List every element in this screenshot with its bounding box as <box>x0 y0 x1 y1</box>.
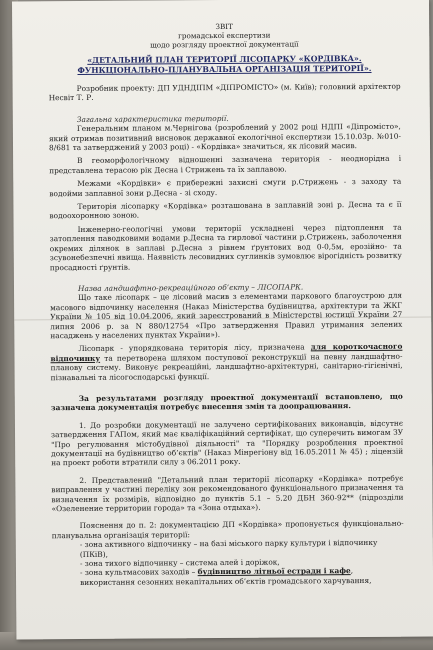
zone-list-item: - зона активного відпочинку – на базі міського парку культури і відпочинку (ПКіВ), <box>79 538 378 559</box>
zone-text-start: - зона культмасових заходів – <box>79 567 198 578</box>
results-heading: За результатами розгляду проектної документації встановлено, що зазначена документація потребує внесення змін та доопрацювання. <box>50 391 403 413</box>
purpose-text-start: Лісопарк - упорядкована територія лісу, призначена <box>78 342 311 354</box>
zone-emphasis: будівництво літньої естради і кафе <box>197 566 351 577</box>
zone-text-end: , використання сезонних некапітальних об’єктів громадського харчування, <box>80 566 372 587</box>
paragraph-forest-park-purpose <box>50 342 402 382</box>
project-title <box>48 54 400 76</box>
project-title-line-1: «ДЕТАЛЬНИЙ ПЛАН ТЕРИТОРІЇ ЛІСОПАРКУ «КОРДІВКА». <box>87 54 362 65</box>
finding-explanation: Пояснення до п. 2: документацією ДП «Кордівка» пропонується функціонально-планувальна організація території: <box>51 519 404 541</box>
paragraph-general-plan: Генеральним планом м.Чернігова (розроблений у 2002 році НДПІ «Діпромісто», який отримав позитивний висновок державної екологічної експертизи 15.10.03р. №010-8/681 та затверджений у 2003 році) - «Кордівка» значиться, як лісовий масив. <box>48 121 401 153</box>
report-subject: щодо розгляду проектної документації <box>150 39 299 50</box>
paragraph-boundaries: Межами «Кордівки» є прибережні захисні смуги р.Стрижень - з заходу та водойми заплавної зони р.Десна - зі сходу. <box>49 176 402 198</box>
finding-item-2: 2. Представлений "Детальний план території лісопарку «Кордівка» потребує виправлення у частині переліку зон рекомендованого функціонального призначення та визначення їх розмірів, відповідно до пунктів 5.1 – 5.20 ДБН 360-92** (підрозділи «Озеленение территории города» та «Зона отдыха»). <box>51 473 404 514</box>
paper-sheet <box>12 0 433 639</box>
paragraph-geology: Інженерно-геологічні умови території ускладнені через підтоплення та затоплення паводковими водами р.Десна та гирлової частини р.Стрижень, заболочення окремих ділянок в заплаві р.Десна з рівнем ґрунтових вод 0-0,5м, ерозійно- та зсувонебезпечні явища. Наявність лесовидних суглинків зумовлює вірогідність розвитку просадності ґрунтів. <box>49 222 402 272</box>
paragraph-geomorphology: В геоморфологічному відношенні зазначена територія - неоднорідна і представлена терасою рік Десна і Стрижень та їх заплавою. <box>49 154 402 176</box>
project-title-line-2: ФУНКЦІОНАЛЬНО-ПЛАНУВАЛЬНА ОРГАНІЗАЦІЯ ТЕРИТОРІЇ». <box>77 63 372 76</box>
paragraph-forest-park-definition: Що таке лісопарк – це лісовий масив з елементами паркового благоустрою для масового відпочинку населення (Наказ Міністерства будівництва, архітектури та ЖКГ України № 105 від 10.04.2006, який зареєстрований в Міністерстві юстиції України 27 липня 2006 р. за N 880/12754 «Про затвердження Правил утримання зелених насаджень у населених пунктах України»). <box>50 291 403 341</box>
paragraph-floodplain: Територія лісопарку «Кордівка» розташована в заплавній зоні р. Десна та є її водоохоронною зоною. <box>49 199 402 221</box>
zone-list-item: - зона тихого відпочинку – система алей і доріжок, <box>79 557 280 569</box>
document-body <box>48 21 404 588</box>
section-heading-landscape: Назва ландшафтно-рекреаційного об’єкту – ЛІСОПАРК. <box>77 282 304 293</box>
section-heading-general: Загальна характеристика території. <box>76 113 229 124</box>
developer-info: Розробник проекту: ДП УДНДІПМ «ДІПРОМІСТО» (м. Київ); головний архітектор Несвіт Т. Р. <box>48 81 401 103</box>
report-subheading: громадської експертизи <box>178 30 271 41</box>
report-heading: ЗВІТ <box>215 21 233 32</box>
purpose-emphasis: для короткочасного відпочинку <box>50 342 403 363</box>
zone-list <box>52 538 404 587</box>
finding-item-1: 1. До розробки документації не залучено сертифікованих виконавців, відсутнє затвердження ГАПом, який має кваліфікаційний сертифікат, що суперечить вимогам ЗУ "Про регулювання містобудівної діяльності" та "Порядку розроблення проектної документації на будівництво об’єктів" (Наказ Мінрегіону від 16.05.2011 № 45) ; ліцензій на проект роботи втратили силу з 06.2011 року. <box>51 418 404 468</box>
zone-list-item <box>80 566 404 587</box>
purpose-text-end: та перетворена шляхом поступової реконструкції на певну ландшафтно-планову систему. Виконує рекреаційні, ландшафтно-архітектурні, санітарно-гігієнічні, пізнавальні та лісогосподарські функції. <box>50 351 403 382</box>
